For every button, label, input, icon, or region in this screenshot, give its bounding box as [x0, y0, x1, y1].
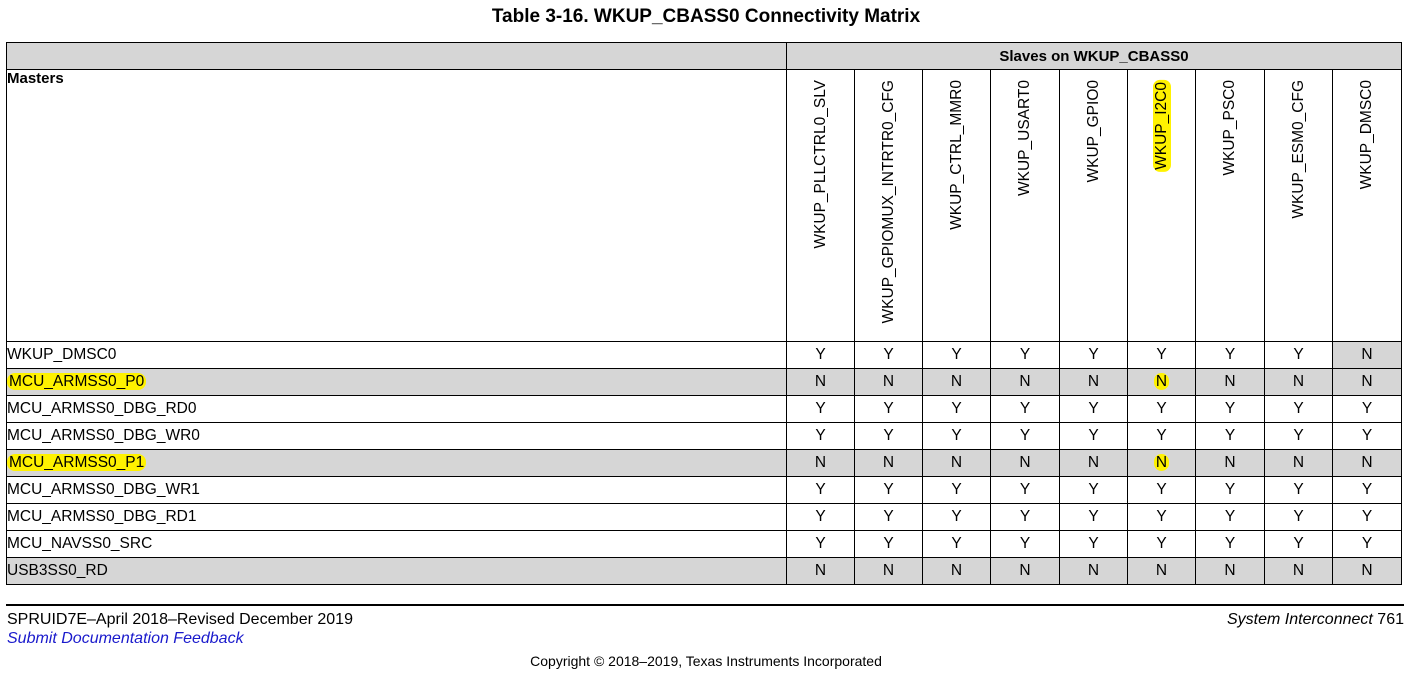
connectivity-value: N	[882, 454, 895, 471]
connectivity-value: Y	[1224, 535, 1236, 552]
master-name: USB3SS0_RD	[7, 562, 108, 579]
connectivity-value: Y	[883, 400, 894, 417]
connectivity-cell	[923, 342, 991, 369]
connectivity-value: Y	[815, 346, 826, 363]
connectivity-cell	[923, 369, 991, 396]
connectivity-value: Y	[1293, 508, 1304, 525]
connectivity-cell	[1060, 342, 1128, 369]
table-row	[7, 504, 1402, 531]
connectivity-value: Y	[1293, 481, 1304, 498]
connectivity-value: Y	[1293, 535, 1304, 552]
connectivity-value: N	[1361, 346, 1373, 363]
connectivity-cell	[1128, 423, 1196, 450]
connectivity-value: Y	[1156, 481, 1167, 498]
connectivity-cell	[855, 342, 923, 369]
slave-column-header	[923, 70, 991, 342]
slave-column-header	[787, 70, 855, 342]
connectivity-cell	[923, 396, 991, 423]
connectivity-value: Y	[1088, 400, 1099, 417]
connectivity-cell	[787, 477, 855, 504]
table-title: Table 3-16. WKUP_CBASS0 Connectivity Matrix	[491, 6, 921, 27]
connectivity-value: Y	[883, 481, 894, 498]
connectivity-cell	[1128, 450, 1196, 477]
connectivity-value: Y	[883, 535, 894, 552]
connectivity-cell	[1333, 558, 1402, 585]
connectivity-cell	[855, 477, 923, 504]
connectivity-cell	[1333, 531, 1402, 558]
connectivity-value: N	[1019, 373, 1031, 390]
slave-name: WKUP_I2C0	[1152, 82, 1170, 170]
connectivity-cell	[1128, 531, 1196, 558]
connectivity-value: Y	[1224, 481, 1236, 498]
connectivity-value: N	[1087, 454, 1100, 471]
slave-column-header	[991, 70, 1060, 342]
connectivity-cell	[787, 531, 855, 558]
table-row	[7, 477, 1402, 504]
connectivity-cell	[1128, 369, 1196, 396]
connectivity-cell	[1060, 504, 1128, 531]
slave-name: WKUP_PLLCTRL0_SLV	[811, 80, 829, 249]
connectivity-cell	[923, 504, 991, 531]
master-name-cell	[7, 369, 787, 396]
connectivity-cell	[855, 504, 923, 531]
connectivity-value: Y	[1224, 346, 1236, 363]
connectivity-value: Y	[1156, 400, 1167, 417]
master-name-cell	[7, 450, 787, 477]
connectivity-value: Y	[1156, 346, 1167, 363]
connectivity-cell	[991, 396, 1060, 423]
connectivity-cell	[1333, 342, 1402, 369]
connectivity-value: Y	[1156, 427, 1167, 444]
copyright: Copyright © 2018–2019, Texas Instruments Incorporated	[530, 653, 882, 669]
table-row	[7, 369, 1402, 396]
connectivity-cell	[1196, 504, 1265, 531]
connectivity-cell	[787, 423, 855, 450]
connectivity-cell	[855, 450, 923, 477]
slave-column-header	[1060, 70, 1128, 342]
connectivity-cell	[991, 450, 1060, 477]
connectivity-cell	[923, 477, 991, 504]
connectivity-cell	[991, 369, 1060, 396]
connectivity-cell	[1060, 369, 1128, 396]
slaves-group-header: Slaves on WKUP_CBASS0	[787, 43, 1402, 70]
master-name: WKUP_DMSC0	[7, 346, 117, 363]
connectivity-cell	[1265, 396, 1333, 423]
connectivity-matrix	[6, 42, 1402, 585]
connectivity-cell	[1128, 504, 1196, 531]
connectivity-value: Y	[1224, 400, 1236, 417]
connectivity-cell	[855, 531, 923, 558]
table-row	[7, 558, 1402, 585]
footer-rule	[6, 604, 1404, 606]
connectivity-value: Y	[1088, 535, 1099, 552]
connectivity-value: N	[1087, 562, 1100, 579]
connectivity-value: N	[950, 562, 963, 579]
connectivity-value: Y	[1224, 508, 1236, 525]
connectivity-value: Y	[1088, 427, 1099, 444]
slave-name: WKUP_DMSC0	[1358, 80, 1375, 190]
connectivity-cell	[1265, 423, 1333, 450]
slave-name: WKUP_USART0	[1016, 80, 1033, 196]
connectivity-cell	[1333, 396, 1402, 423]
slave-name: WKUP_GPIO0	[1084, 80, 1102, 183]
connectivity-value: N	[1087, 373, 1100, 390]
table-row	[7, 531, 1402, 558]
connectivity-cell	[991, 342, 1060, 369]
connectivity-value: Y	[815, 508, 826, 525]
connectivity-value: Y	[1156, 535, 1167, 552]
connectivity-cell	[1265, 477, 1333, 504]
connectivity-cell	[787, 396, 855, 423]
master-name: MCU_ARMSS0_DBG_WR1	[7, 481, 200, 498]
connectivity-cell	[1333, 450, 1402, 477]
connectivity-value: N	[814, 454, 827, 471]
connectivity-cell	[855, 558, 923, 585]
connectivity-value: N	[1155, 454, 1168, 471]
connectivity-value: Y	[883, 427, 894, 444]
table-row	[7, 396, 1402, 423]
connectivity-value: Y	[1361, 427, 1373, 444]
connectivity-cell	[991, 558, 1060, 585]
connectivity-cell	[1196, 396, 1265, 423]
slave-name: WKUP_CTRL_MMR0	[947, 80, 965, 230]
connectivity-cell	[1060, 396, 1128, 423]
connectivity-value: Y	[1361, 481, 1373, 498]
connectivity-cell	[1265, 531, 1333, 558]
slave-column-header	[1265, 70, 1333, 342]
connectivity-value: N	[1224, 562, 1236, 579]
connectivity-value: Y	[883, 508, 894, 525]
connectivity-cell	[991, 531, 1060, 558]
table-row	[7, 450, 1402, 477]
connectivity-cell	[1265, 558, 1333, 585]
connectivity-cell	[923, 423, 991, 450]
connectivity-value: Y	[1361, 400, 1373, 417]
connectivity-value: N	[1292, 373, 1305, 390]
connectivity-cell	[1333, 504, 1402, 531]
connectivity-value: N	[1019, 454, 1031, 471]
connectivity-cell	[1196, 450, 1265, 477]
connectivity-value: Y	[1019, 481, 1031, 498]
masters-group-blank	[7, 43, 787, 70]
connectivity-cell	[923, 531, 991, 558]
connectivity-value: N	[1224, 454, 1236, 471]
slave-column-header	[1333, 70, 1402, 342]
connectivity-cell	[1060, 423, 1128, 450]
connectivity-value: N	[814, 562, 827, 579]
connectivity-value: Y	[1019, 346, 1031, 363]
connectivity-value: Y	[1088, 508, 1099, 525]
connectivity-cell	[1196, 558, 1265, 585]
connectivity-cell	[855, 396, 923, 423]
connectivity-cell	[991, 504, 1060, 531]
connectivity-value: Y	[1156, 508, 1167, 525]
slave-column-header	[1128, 70, 1196, 342]
connectivity-cell	[1333, 477, 1402, 504]
slave-name: WKUP_ESM0_CFG	[1289, 80, 1307, 219]
connectivity-value: Y	[1019, 535, 1031, 552]
table-row	[7, 423, 1402, 450]
master-name: MCU_ARMSS0_DBG_RD0	[7, 400, 197, 417]
masters-header: Masters	[7, 70, 787, 342]
slave-name: WKUP_PSC0	[1221, 80, 1238, 176]
master-name: MCU_ARMSS0_DBG_RD1	[7, 508, 197, 525]
connectivity-value: Y	[951, 508, 962, 525]
connectivity-value: N	[1155, 373, 1168, 390]
section-info	[1227, 610, 1404, 630]
connectivity-value: N	[950, 454, 963, 471]
master-name: MCU_ARMSS0_P1	[9, 454, 145, 471]
connectivity-cell	[1128, 396, 1196, 423]
connectivity-value: Y	[1293, 346, 1304, 363]
connectivity-value: N	[814, 373, 827, 390]
slave-name: WKUP_GPIOMUX_INTRTR0_CFG	[879, 80, 897, 324]
connectivity-value: Y	[815, 400, 826, 417]
connectivity-value: N	[882, 562, 895, 579]
connectivity-cell	[1060, 558, 1128, 585]
master-name-cell	[7, 531, 787, 558]
connectivity-cell	[1196, 342, 1265, 369]
master-name: MCU_ARMSS0_P0	[9, 373, 145, 390]
connectivity-value: Y	[815, 427, 826, 444]
connectivity-value: Y	[951, 400, 962, 417]
master-name-cell	[7, 396, 787, 423]
connectivity-value: N	[950, 373, 963, 390]
connectivity-cell	[1265, 342, 1333, 369]
connectivity-cell	[1128, 558, 1196, 585]
connectivity-cell	[991, 477, 1060, 504]
connectivity-cell	[787, 342, 855, 369]
feedback-link[interactable]: Submit Documentation Feedback	[7, 630, 244, 647]
connectivity-value: N	[1292, 454, 1305, 471]
connectivity-cell	[787, 504, 855, 531]
connectivity-cell	[787, 369, 855, 396]
page-number: 761	[1377, 611, 1404, 628]
connectivity-value: N	[1019, 562, 1031, 579]
master-name-cell	[7, 423, 787, 450]
connectivity-cell	[1060, 531, 1128, 558]
connectivity-value: Y	[1361, 535, 1373, 552]
connectivity-cell	[1265, 369, 1333, 396]
connectivity-value: N	[1361, 373, 1373, 390]
connectivity-cell	[1333, 369, 1402, 396]
connectivity-value: Y	[1361, 508, 1373, 525]
connectivity-cell	[923, 450, 991, 477]
section-name: System Interconnect	[1227, 611, 1373, 628]
master-name-cell	[7, 504, 787, 531]
slave-column-header	[1196, 70, 1265, 342]
connectivity-value: N	[1292, 562, 1305, 579]
connectivity-cell	[787, 558, 855, 585]
master-name: MCU_NAVSS0_SRC	[7, 535, 153, 552]
connectivity-value: Y	[1293, 400, 1304, 417]
connectivity-value: Y	[1019, 427, 1031, 444]
connectivity-cell	[1196, 477, 1265, 504]
connectivity-value: N	[1361, 562, 1373, 579]
connectivity-value: Y	[815, 481, 826, 498]
master-name-cell	[7, 558, 787, 585]
connectivity-value: Y	[1293, 427, 1304, 444]
connectivity-cell	[1196, 423, 1265, 450]
connectivity-cell	[1196, 369, 1265, 396]
slave-column-header	[855, 70, 923, 342]
table-row	[7, 342, 1402, 369]
connectivity-value: N	[882, 373, 895, 390]
document-id: SPRUID7E–April 2018–Revised December 2019	[7, 611, 353, 628]
connectivity-value: Y	[951, 346, 962, 363]
connectivity-value: Y	[1088, 481, 1099, 498]
connectivity-value: Y	[1088, 346, 1099, 363]
connectivity-value: Y	[951, 481, 962, 498]
connectivity-cell	[923, 558, 991, 585]
connectivity-cell	[1333, 423, 1402, 450]
connectivity-value: Y	[883, 346, 894, 363]
connectivity-value: Y	[1224, 427, 1236, 444]
connectivity-cell	[855, 369, 923, 396]
master-name: MCU_ARMSS0_DBG_WR0	[7, 427, 200, 444]
connectivity-cell	[855, 423, 923, 450]
connectivity-value: Y	[1019, 400, 1031, 417]
connectivity-value: Y	[951, 427, 962, 444]
connectivity-cell	[991, 423, 1060, 450]
connectivity-cell	[1196, 531, 1265, 558]
connectivity-value: N	[1361, 454, 1373, 471]
connectivity-value: N	[1155, 562, 1168, 579]
connectivity-value: Y	[815, 535, 826, 552]
master-name-cell	[7, 477, 787, 504]
connectivity-cell	[1128, 342, 1196, 369]
connectivity-cell	[1265, 504, 1333, 531]
connectivity-cell	[1060, 477, 1128, 504]
connectivity-cell	[1128, 477, 1196, 504]
connectivity-value: Y	[951, 535, 962, 552]
connectivity-cell	[787, 450, 855, 477]
connectivity-value: N	[1224, 373, 1236, 390]
master-name-cell	[7, 342, 787, 369]
connectivity-cell	[1265, 450, 1333, 477]
connectivity-cell	[1060, 450, 1128, 477]
connectivity-value: Y	[1019, 508, 1031, 525]
